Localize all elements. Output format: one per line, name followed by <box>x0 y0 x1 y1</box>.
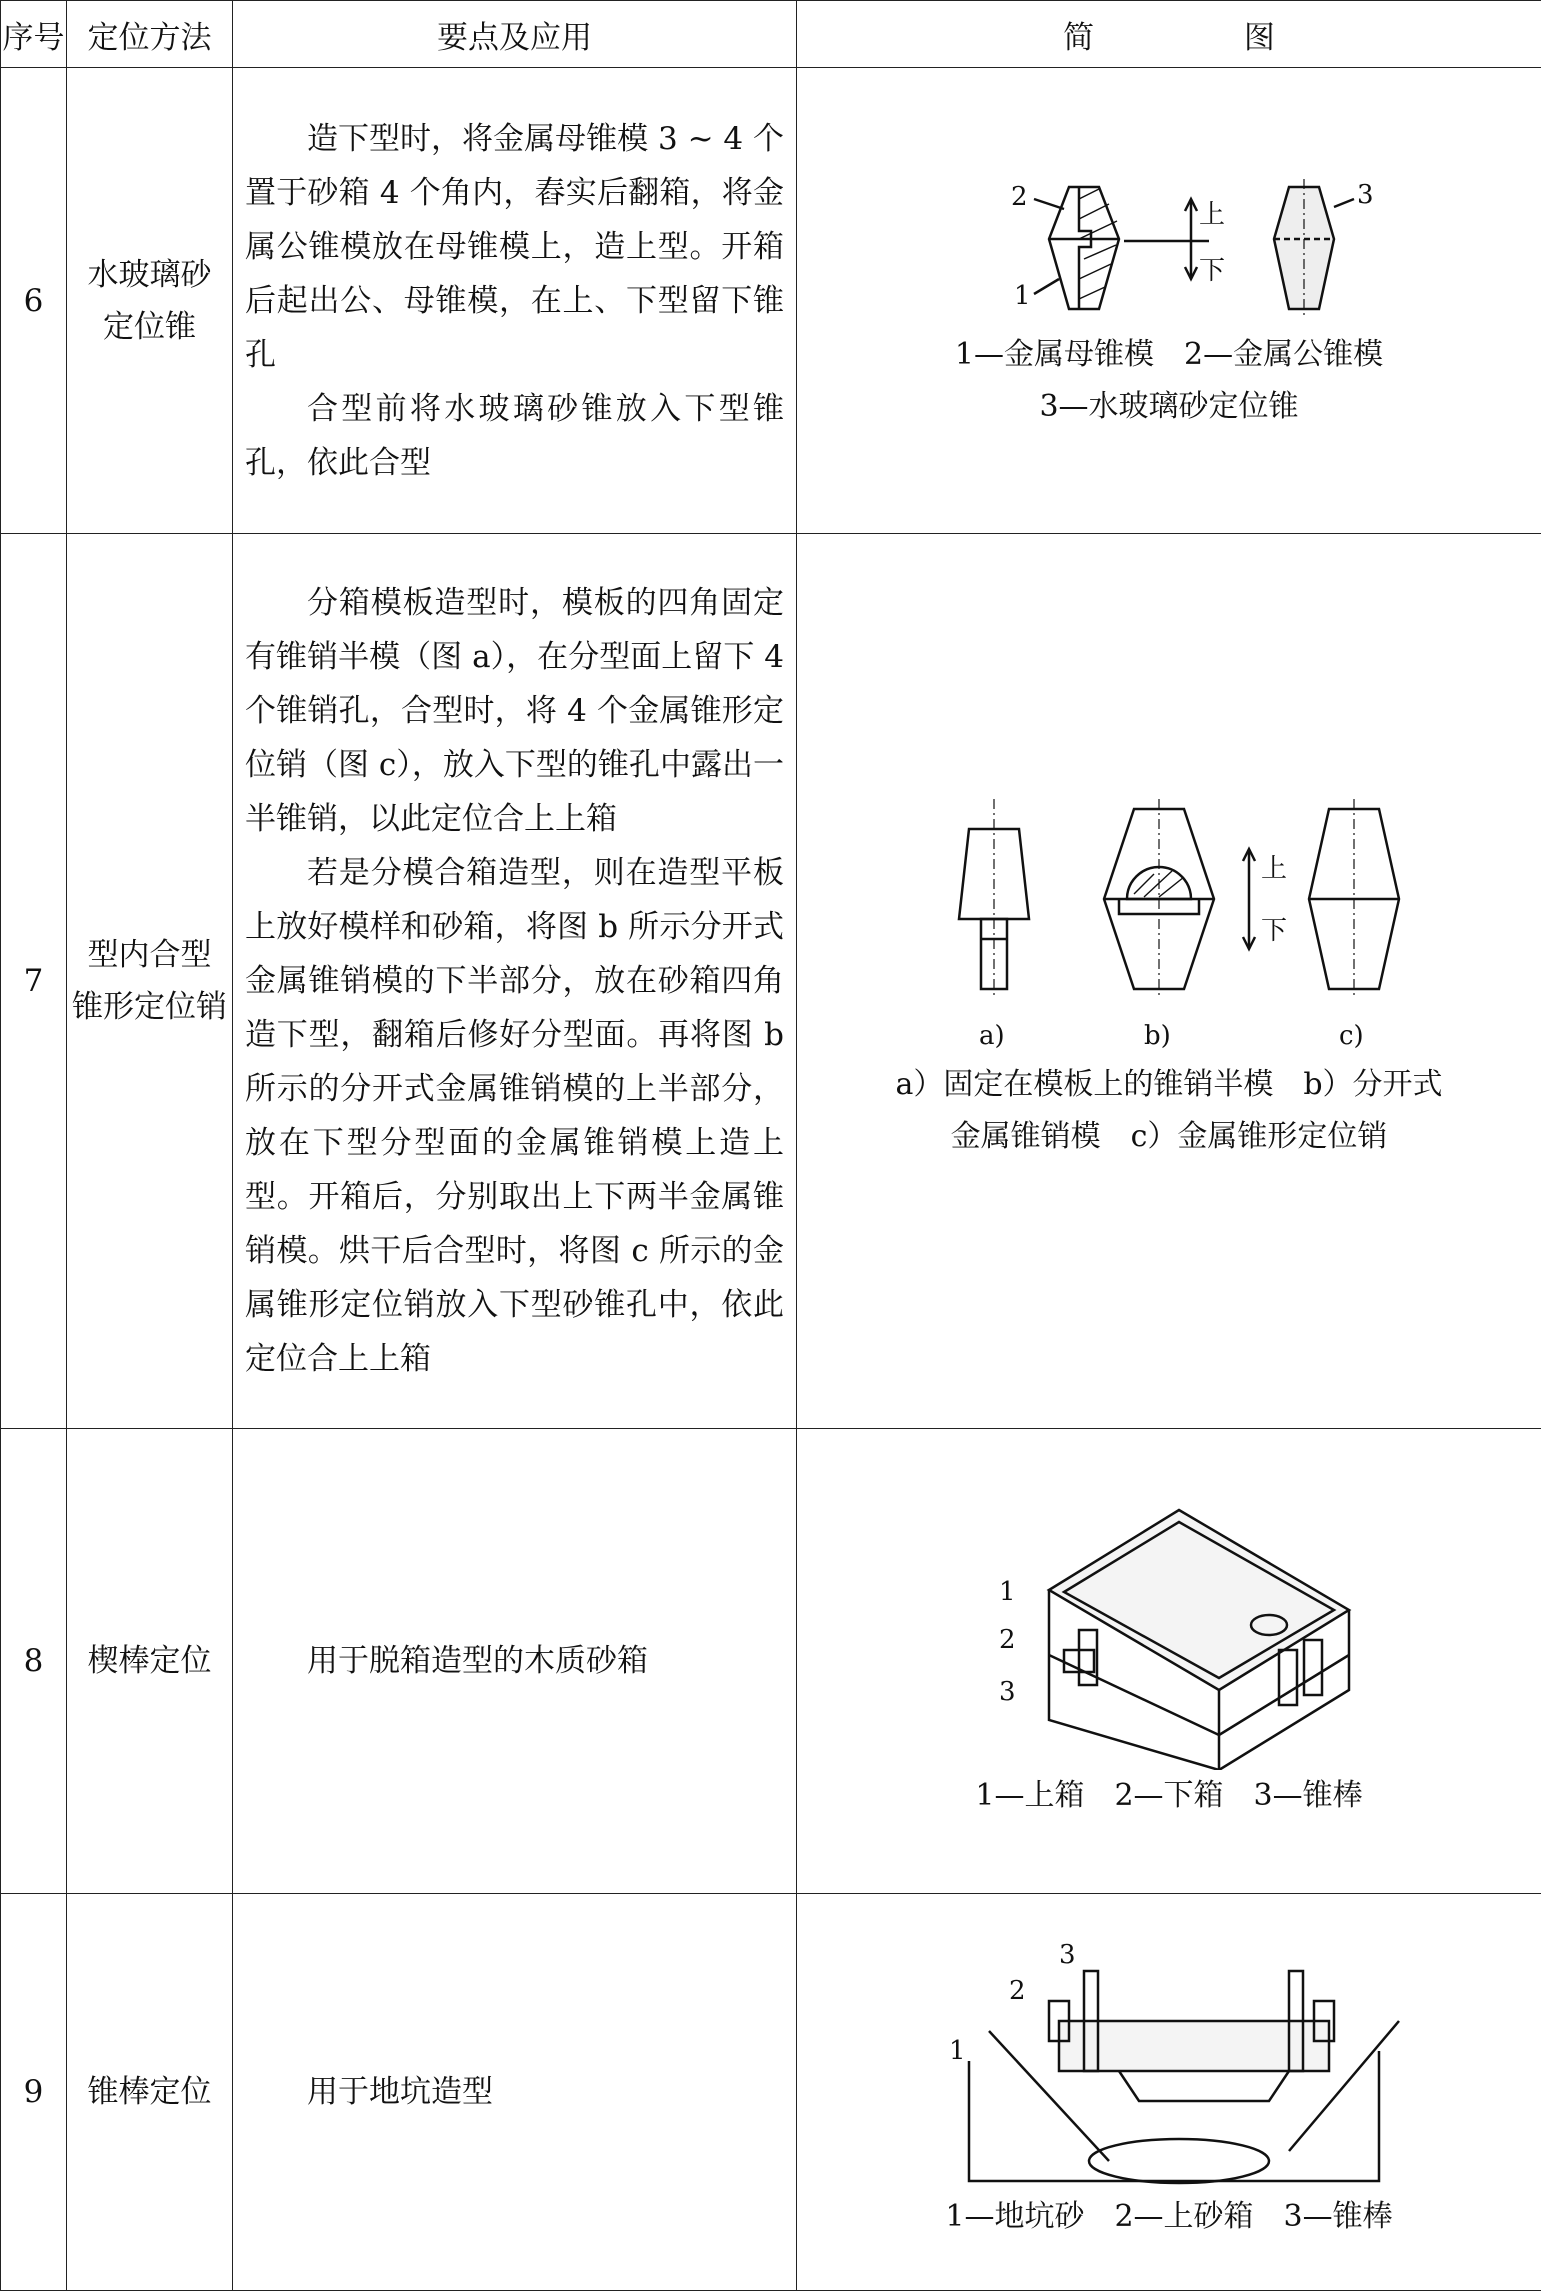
description <box>233 534 797 1429</box>
description <box>233 68 797 534</box>
fig7-label-up: 上 <box>1261 854 1287 884</box>
description <box>233 1894 797 2291</box>
fig8-label-2: 2 <box>999 1625 1016 1655</box>
method-name <box>67 534 233 1429</box>
figure-caption-line1: 1—金属母锥模 2—金属公锥模 <box>797 329 1541 381</box>
description-para1: 用于脱箱造型的木质砂箱 <box>245 1634 784 1688</box>
fig9-label-1: 1 <box>949 2036 966 2066</box>
table-row-8 <box>1 1429 1541 1894</box>
cone-pin-diagram <box>889 799 1449 1059</box>
fig6-label-down: 下 <box>1199 256 1225 286</box>
method-name <box>67 1429 233 1894</box>
method-name <box>67 1894 233 2291</box>
table-row-6 <box>1 68 1541 534</box>
figure-cell <box>797 1894 1541 2291</box>
row-number: 7 <box>1 534 67 1429</box>
header-row <box>1 1 1541 68</box>
description-para1: 造下型时，将金属母锥模 3 ~ 4 个置于砂箱 4 个角内，舂实后翻箱，将金属公锥模放在母锥模上，造上型。开箱后起出公、母锥模，在上、下型留下锥孔 <box>245 112 784 382</box>
row-number: 6 <box>1 68 67 534</box>
fig8-label-1: 1 <box>999 1577 1016 1607</box>
row-number: 9 <box>1 1894 67 2291</box>
table-row-9 <box>1 1894 1541 2291</box>
description-para1: 分箱模板造型时，模板的四角固定有锥销半模（图 a），在分型面上留下 4 个锥销孔，合型时，将 4 个金属锥形定位销（图 c），放入下型的锥孔中露出一半锥销，以此定位合上上箱 <box>245 576 784 846</box>
method-line1: 型内合型 <box>67 929 232 981</box>
figure-cell <box>797 534 1541 1429</box>
description-para2: 若是分模合箱造型，则在造型平板上放好模样和砂箱，将图 b 所示分开式金属锥销模的下半部分，放在砂箱四角造下型，翻箱后修好分型面。再将图 b 所示的分开式金属锥销模的上半部分，放在下型分型面的金属锥销模上造上型。开箱后，分别取出上下两半金属锥销模。烘干后合型时，将图 c 所示的金属锥形定位销放入下型砂锥孔中，依此定位合上上箱 <box>245 846 784 1386</box>
fig9-label-3: 3 <box>1059 1941 1076 1970</box>
figure-caption-line1: 1—上箱 2—下箱 3—锥棒 <box>797 1770 1541 1822</box>
header-figure-char2: 图 <box>1244 12 1275 57</box>
fig7-label-b: b) <box>1144 1021 1171 1051</box>
method-line1: 锥棒定位 <box>67 2066 232 2118</box>
figure-caption-line1: 1—地坑砂 2—上砂箱 3—锥棒 <box>797 2191 1541 2243</box>
header-figure-char1: 简 <box>1063 12 1094 57</box>
figure-cell <box>797 68 1541 534</box>
fig6-label-1: 1 <box>1014 281 1031 311</box>
method-name <box>67 68 233 534</box>
pit-molding-diagram <box>929 1941 1409 2191</box>
header-no: 序号 <box>1 1 67 68</box>
row-number: 8 <box>1 1429 67 1894</box>
method-line1: 水玻璃砂 <box>67 249 232 301</box>
fig6-label-3: 3 <box>1357 180 1374 210</box>
fig7-label-c: c) <box>1339 1021 1364 1051</box>
figure-caption-line2: 金属锥销模 c）金属锥形定位销 <box>797 1111 1541 1163</box>
method-line2: 锥形定位销 <box>67 981 232 1033</box>
table-row-7 <box>1 534 1541 1429</box>
figure-cell <box>797 1429 1541 1894</box>
fig7-label-down: 下 <box>1261 916 1287 946</box>
figure-caption-line2: 3—水玻璃砂定位锥 <box>797 381 1541 433</box>
figure-caption-line1: a）固定在模板上的锥销半模 b）分开式 <box>797 1059 1541 1111</box>
fig6-label-2: 2 <box>1011 182 1028 212</box>
header-points: 要点及应用 <box>233 1 797 68</box>
description <box>233 1429 797 1894</box>
wedge-flask-diagram <box>949 1500 1389 1770</box>
fig9-label-2: 2 <box>1009 1976 1026 2006</box>
header-method: 定位方法 <box>67 1 233 68</box>
cone-diagram <box>959 179 1379 329</box>
method-line1: 楔棒定位 <box>67 1635 232 1687</box>
fig8-label-3: 3 <box>999 1677 1016 1707</box>
method-line2: 定位锥 <box>67 301 232 353</box>
fig6-label-up: 上 <box>1199 200 1225 230</box>
description-para2: 合型前将水玻璃砂锥放入下型锥孔，依此合型 <box>245 382 784 490</box>
header-figure <box>797 1 1541 68</box>
description-para1: 用于地坑造型 <box>245 2065 784 2119</box>
fig7-label-a: a) <box>979 1021 1005 1051</box>
